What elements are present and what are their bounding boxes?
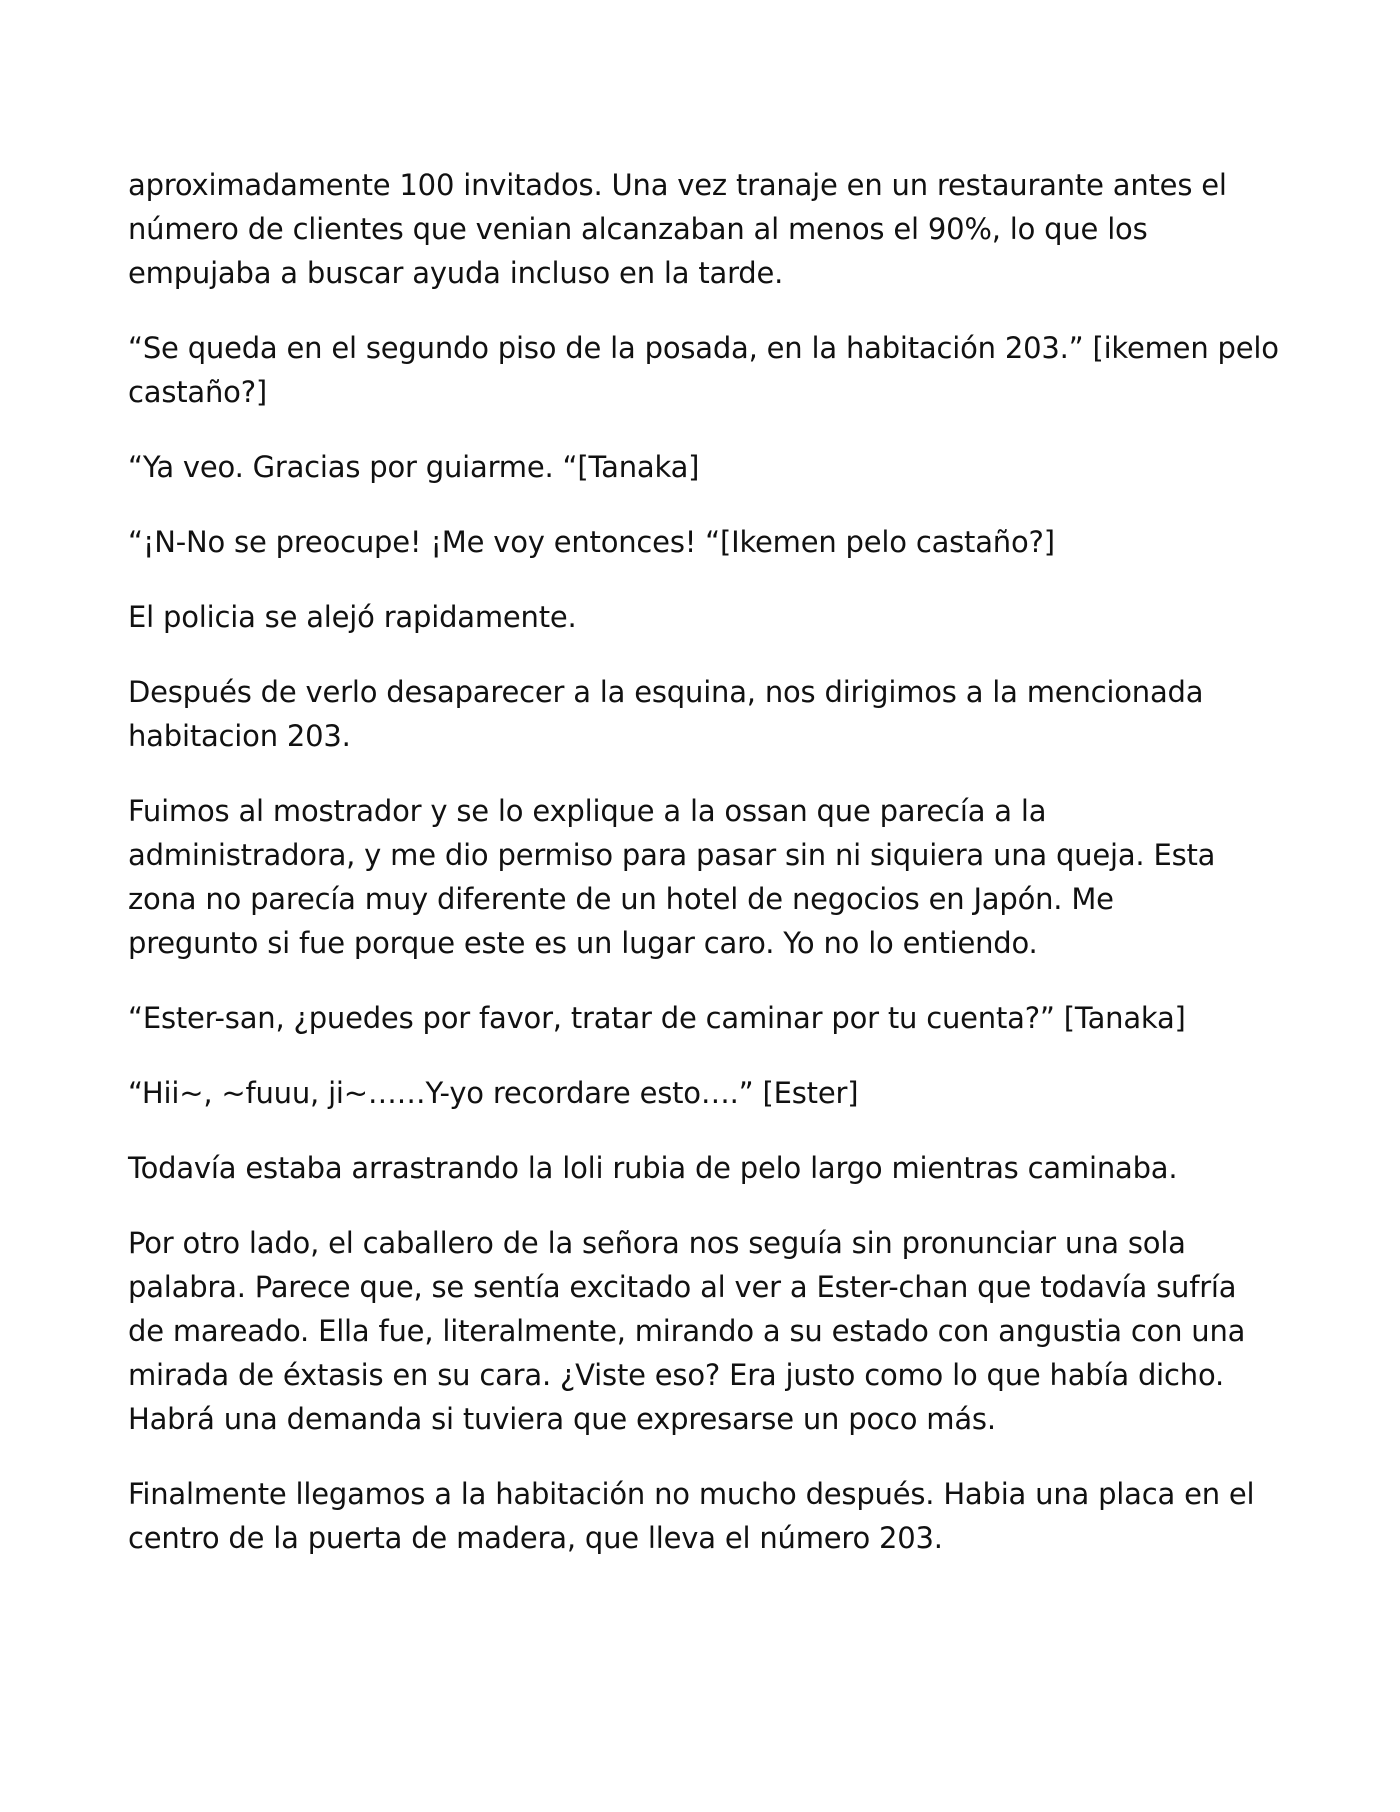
text-line: centro de la puerta de madera, que lleva el número 203.	[128, 1521, 943, 1555]
paragraph-3	[128, 445, 1288, 489]
text-line: “Hii~, ~fuuu, ji~……Y-yo recordare esto….” [Ester]	[128, 1076, 859, 1110]
text-line: “Ya veo. Gracias por guiarme. “[Tanaka]	[128, 450, 700, 484]
paragraph-7	[128, 789, 1288, 965]
text-line: número de clientes que venian alcanzaban al menos el 90%, lo que los	[128, 212, 1148, 246]
paragraph-10	[128, 1146, 1288, 1190]
text-line: “Ester-san, ¿puedes por favor, tratar de caminar por tu cuenta?” [Tanaka]	[128, 1001, 1186, 1035]
paragraph-2	[128, 326, 1288, 414]
text-line: Fuimos al mostrador y se lo explique a la ossan que parecía a la	[128, 794, 1047, 828]
text-line: mirada de éxtasis en su cara. ¿Viste eso? Era justo como lo que había dicho.	[128, 1358, 1225, 1392]
text-line: castaño?]	[128, 375, 267, 409]
text-line: Todavía estaba arrastrando la loli rubia de pelo largo mientras caminaba.	[128, 1151, 1178, 1185]
text-line: pregunto si fue porque este es un lugar caro. Yo no lo entiendo.	[128, 926, 1038, 960]
text-line: Finalmente llegamos a la habitación no mucho después. Habia una placa en el	[128, 1477, 1255, 1511]
text-line: “¡N-No se preocupe! ¡Me voy entonces! “[Ikemen pelo castaño?]	[128, 525, 1055, 559]
text-line: “Se queda en el segundo piso de la posada, en la habitación 203.” [ikemen pelo	[128, 331, 1279, 365]
text-line: aproximadamente 100 invitados. Una vez tranaje en un restaurante antes el	[128, 168, 1227, 202]
paragraph-1	[128, 163, 1288, 295]
text-line: habitacion 203.	[128, 719, 351, 753]
text-line: Habrá una demanda si tuviera que expresarse un poco más.	[128, 1402, 996, 1436]
paragraph-9	[128, 1071, 1288, 1115]
text-line: administradora, y me dio permiso para pasar sin ni siquiera una queja. Esta	[128, 838, 1216, 872]
text-line: Después de verlo desaparecer a la esquina, nos dirigimos a la mencionada	[128, 675, 1204, 709]
paragraph-4	[128, 520, 1288, 564]
paragraph-12	[128, 1472, 1288, 1560]
text-line: de mareado. Ella fue, literalmente, mirando a su estado con angustia con una	[128, 1314, 1246, 1348]
text-line: Por otro lado, el caballero de la señora nos seguía sin pronunciar una sola	[128, 1226, 1186, 1260]
text-line: empujaba a buscar ayuda incluso en la tarde.	[128, 256, 784, 290]
text-line: El policia se alejó rapidamente.	[128, 600, 577, 634]
document-text-body	[128, 163, 1288, 1591]
paragraph-11	[128, 1221, 1288, 1441]
text-line: zona no parecía muy diferente de un hotel de negocios en Japón. Me	[128, 882, 1114, 916]
text-line: palabra. Parece que, se sentía excitado al ver a Ester-chan que todavía sufría	[128, 1270, 1237, 1304]
paragraph-6	[128, 670, 1288, 758]
paragraph-8	[128, 996, 1288, 1040]
paragraph-5	[128, 595, 1288, 639]
